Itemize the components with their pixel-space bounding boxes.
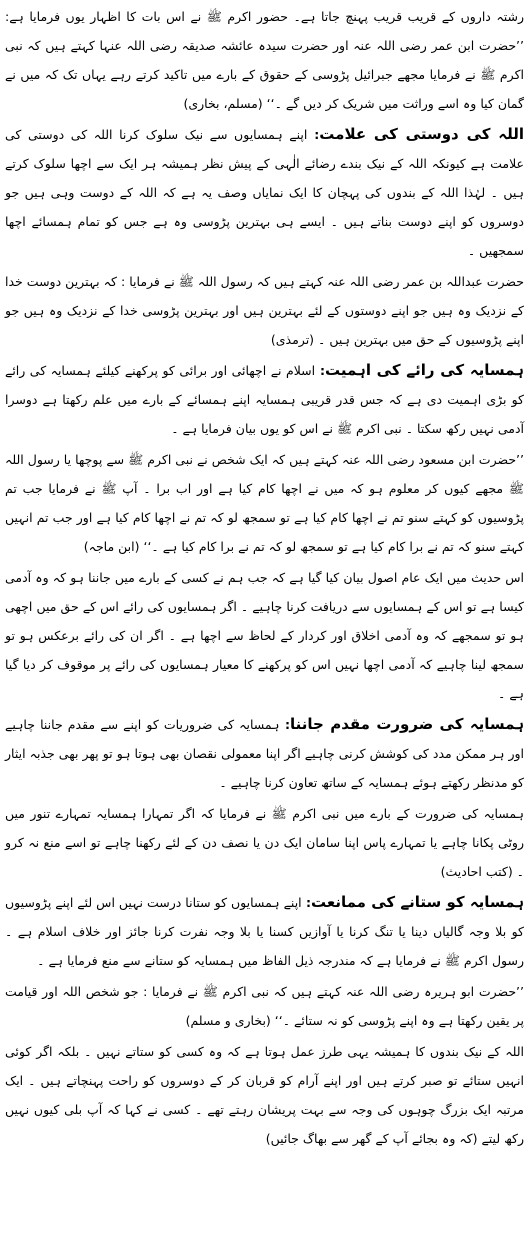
paragraph-text: اسلام نے اچھائی اور برائی کو پرکھنے کیلئے ہمسایہ کی رائے کو بڑی اہمیت دی ہے کہ جس قدر قریبی ہمسایہ اپنے ہمسائے کے بارے میں علم رکھتا ہے دوسرا آدمی نہیں رکھ سکتا ۔ نبی اکرم ﷺ نے اس کو یوں بیان فرمایا ہے ۔ xyxy=(5,363,524,436)
paragraph xyxy=(5,445,524,561)
paragraph-text: ہمسایہ کی ضروریات کو اپنے سے مقدم جاننا چاہیے اور ہر ممکن مدد کی کوشش کرنی چاہیے اگر اپنا معمولی نقصان بھی ہوتا ہو تو پھر بھی جذبہ ایثار کو مدنظر رکھتے ہوئے ہمسایہ کے ساتھ تعاون کرنا چاہیے ۔ xyxy=(5,717,524,790)
paragraph-text: ’’حضرت ابن مسعود رضی اللہ عنہ کہتے ہیں کہ ایک شخص نے نبی اکرم ﷺ سے پوچھا یا رسول اللہ ﷺ مجھے کیوں کر معلوم ہو کہ میں نے اچھا کام کیا ہے اور اب برا ۔ آپ ﷺ نے فرمایا جب تم پڑوسیوں کو کہتے سنو تم نے اچھا کام کیا ہے تو سمجھ لو کہ تم نے اچھا کام کیا ہے اور جب تم انہیں کہتے سنو کہ تم نے برا کام کیا ہے تو سمجھ لو کہ تم نے برا کام کیا ہے ۔‘‘ (ابن ماجہ) xyxy=(5,452,524,554)
paragraph xyxy=(5,563,524,708)
section-heading: ہمسایہ کو ستانے کی ممانعت xyxy=(311,893,524,911)
heading-separator: : xyxy=(307,127,320,142)
paragraph-text: اپنے ہمسایوں سے نیک سلوک کرنا اللہ کی دوستی کی علامت ہے کیونکہ اللہ کے نیک بندے رضائے الٰہی کے پیش نظر ہمیشہ ہر ایک سے اچھا سلوک کرتے ہیں ۔ لہٰذا اللہ کے بندوں کی پہچان کا ایک نمایاں وصف یہ ہے کہ اللہ کے دوست وہی ہیں جو دوسروں کو اپنے دوست بناتے ہیں ۔ ایسے ہی بہترین پڑوسی وہ ہے جس کو تمام ہمسائے اچھا سمجھیں ۔ xyxy=(5,127,524,258)
paragraph xyxy=(5,888,524,975)
paragraph-text: حضرت عبداللہ بن عمر رضی اللہ عنہ کہتے ہیں کہ رسول اللہ ﷺ نے فرمایا : کہ بہترین دوست خدا کے نزدیک وہ ہیں جو اپنے دوستوں کے لئے بہترین ہیں اور بہترین پڑوسی خدا کے نزدیک وہ ہیں جو اپنے پڑوسیوں کے حق میں بہترین ہیں ۔ (ترمذی) xyxy=(5,274,524,347)
paragraph xyxy=(5,710,524,797)
heading-separator: : xyxy=(301,895,312,910)
paragraph xyxy=(5,267,524,354)
heading-separator: : xyxy=(279,717,290,732)
paragraph-text: اس حدیث میں ایک عام اصول بیان کیا گیا ہے کہ جب ہم نے کسی کے بارے میں جاننا ہو کہ وہ آدمی کیسا ہے تو اس کے ہمسایوں سے دریافت کرنا چاہیے ۔ اگر ہمسایوں کی رائے اس کے حق میں اچھی ہو تو سمجھے کہ وہ آدمی اخلاق اور کردار کے لحاظ سے اچھا ہے ۔ اگر ان کی رائے برعکس ہو تو سمجھ لینا چاہیے کہ آدمی اچھا نہیں اس کو پرکھنے کا معیار ہمسایوں کی رائے پر موقوف کر دیا گیا ہے ۔ xyxy=(5,570,524,701)
heading-separator: : xyxy=(315,363,325,378)
paragraph xyxy=(5,977,524,1035)
paragraph-text: ہمسایہ کی ضرورت کے بارے میں نبی اکرم ﷺ نے فرمایا کہ اگر تمہارا ہمسایہ تمہارے تنور میں روٹی پکانا چاہے یا تمہارے پاس اپنا سامان ایک دن یا نصف دن کے لئے رکھنا چاہے تو اسے منع نہ کرو ۔ (کتب احادیث) xyxy=(5,806,524,879)
paragraph-text: اللہ کے نیک بندوں کا ہمیشہ یہی طرز عمل ہوتا ہے کہ وہ کسی کو ستاتے نہیں ۔ بلکہ اگر کوئی انہیں ستائے تو صبر کرتے ہیں اور اپنے آرام کو قربان کر کے دوسروں کو راحت پہنچاتے ہیں ۔ ایک مرتبہ ایک بزرگ چوہوں کی وجہ سے بہت پریشان رہتے تھے ۔ کسی نے کہا کہ آپ بلی کیوں نہیں رکھ لیتے (کہ وہ بجائے آپ کے گھر سے بھاگ جائیں) xyxy=(5,1044,524,1146)
paragraph xyxy=(5,120,524,265)
section-heading: اللہ کی دوستی کی علامت xyxy=(319,125,524,143)
paragraph xyxy=(5,2,524,118)
paragraph-text: رشتہ داروں کے قریب قریب پہنچ جاتا ہے۔ حضور اکرم ﷺ نے اس بات کا اظہار یوں فرمایا ہے: ’’حضرت ابن عمر رضی اللہ عنہ اور حضرت سیدہ عائشہ صدیقہ رضی اللہ عنہا کہتے ہیں کہ نبی اکرم ﷺ نے فرمایا مجھے جبرائیل پڑوسی کے حقوق کے بارے میں تاکید کرتے رہے یہاں تک کہ میں نے گمان کیا وہ اسے وراثت میں شریک کر دیں گے ۔‘‘ (مسلم، بخاری) xyxy=(5,9,524,111)
section-heading: ہمسایہ کی ضرورت مقدم جاننا xyxy=(290,715,525,733)
paragraph xyxy=(5,799,524,886)
paragraph-text: ’’حضرت ابو ہریرہ رضی اللہ عنہ کہتے ہیں کہ نبی اکرم ﷺ نے فرمایا : جو شخص اللہ اور قیامت پر یقین رکھتا ہے وہ اپنے پڑوسی کو نہ ستائے ۔‘‘ (بخاری و مسلم) xyxy=(5,984,524,1028)
paragraph xyxy=(5,356,524,443)
paragraph xyxy=(5,1037,524,1153)
paragraph-text: اپنے ہمسایوں کو ستانا درست نہیں اس لئے اپنے پڑوسیوں کو بلا وجہ گالیاں دینا یا تنگ کرنا یا آوازیں کسنا یا بلا وجہ نفرت کرنا جائز اور خلاف اسلام ہے ۔ رسول اکرم ﷺ نے فرمایا ہے کہ مندرجہ ذیل الفاظ میں ہمسایہ کو ستانے سے منع فرمایا ہے ۔ xyxy=(5,895,524,968)
section-heading: ہمسایہ کی رائے کی اہمیت xyxy=(324,361,524,379)
